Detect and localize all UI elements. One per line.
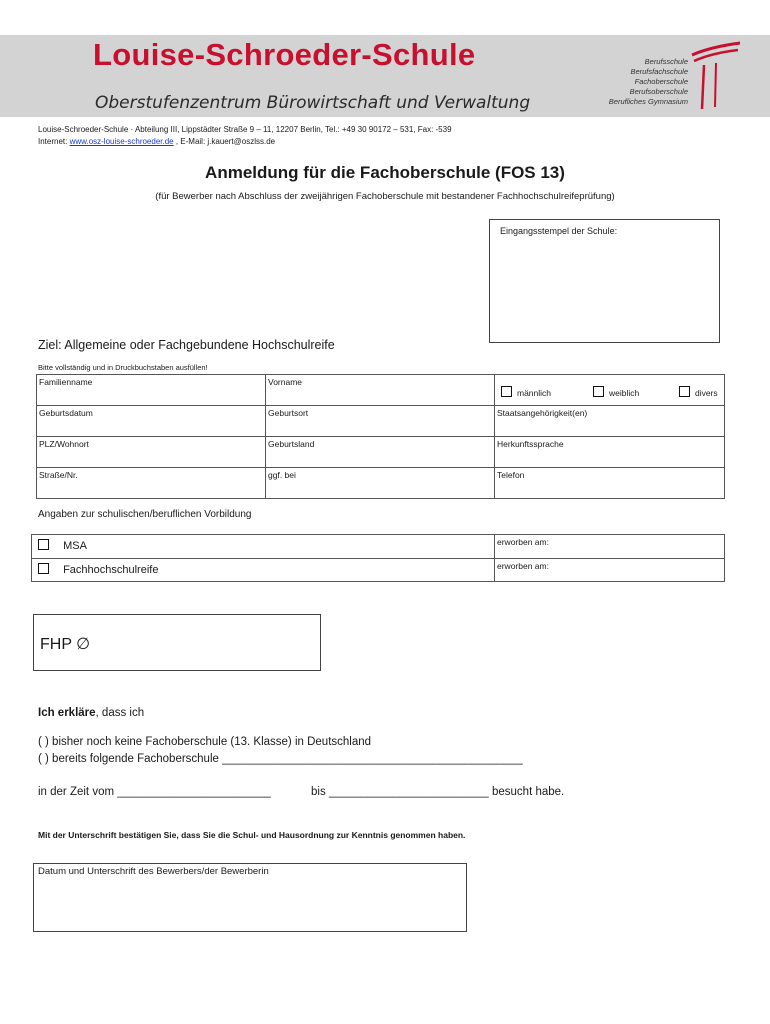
stamp-label: Eingangsstempel der Schule: <box>500 226 618 236</box>
birth-date-field[interactable] <box>36 405 266 437</box>
email-text: , E-Mail: j.kauert@oszlss.de <box>173 137 276 146</box>
family-name-field[interactable] <box>36 374 266 406</box>
confirmation-note: Mit der Unterschrift bestätigen Sie, dass Sie die Schul- und Hausordnung zur Kenntnis genommen haben. <box>38 830 466 840</box>
fhr-date-label: erworben am: <box>497 561 549 571</box>
zip-city-label: PLZ/Wohnort <box>39 439 89 449</box>
native-language-label: Herkunftssprache <box>497 439 564 449</box>
school-type: Berufsschule <box>644 57 688 66</box>
declaration-option-previous[interactable]: ( ) bereits folgende Fachoberschule _______________________________________________ <box>38 753 523 765</box>
contact-line <box>38 136 452 148</box>
internet-label: Internet: <box>38 137 70 146</box>
education-heading: Angaben zur schulischen/beruflichen Vorbildung <box>38 509 252 520</box>
school-stamp-box <box>489 219 720 343</box>
period-from-field[interactable]: in der Zeit vom ________________________ <box>38 786 271 798</box>
signature-label: Datum und Unterschrift des Bewerbers/der Bewerberin <box>38 866 269 877</box>
birth-country-field[interactable] <box>265 436 495 468</box>
school-name: Louise-Schroeder-Schule <box>93 37 476 72</box>
school-types-list <box>596 57 688 107</box>
female-label: weiblich <box>609 388 640 398</box>
form-subtitle: (für Bewerber nach Abschluss der zweijährigen Fachoberschule mit bestandener Fachhochschulreifeprüfung) <box>155 191 615 202</box>
address-line: Louise-Schroeder-Schule · Abteilung III, Lippstädter Straße 9 – 11, 12207 Berlin, Tel.: +49 30 90172 – 531, Fax: -539 <box>38 125 452 134</box>
diverse-checkbox[interactable] <box>679 386 690 397</box>
birth-country-label: Geburtsland <box>268 439 315 449</box>
gender-female-option[interactable] <box>593 386 639 398</box>
msa-checkbox[interactable] <box>38 539 49 550</box>
nationality-field[interactable] <box>494 405 725 437</box>
declaration-intro-rest: , dass ich <box>95 707 145 719</box>
native-language-field[interactable] <box>494 436 725 468</box>
phone-field[interactable] <box>494 467 725 499</box>
declaration-option-none[interactable]: ( ) bisher noch keine Fachoberschule (13. Klasse) in Deutschland <box>38 736 372 748</box>
school-type: Berufsoberschule <box>629 87 688 96</box>
family-name-label: Familienname <box>39 377 93 387</box>
care-of-field[interactable] <box>265 467 495 499</box>
declaration-intro-bold: Ich erkläre <box>38 707 96 719</box>
msa-date-label: erworben am: <box>497 537 549 547</box>
diverse-label: divers <box>695 388 718 398</box>
msa-row[interactable] <box>31 534 495 559</box>
fhr-row[interactable] <box>31 558 495 582</box>
period-to-field[interactable]: bis _________________________ besucht habe. <box>311 786 565 798</box>
fhr-date-field[interactable] <box>494 558 725 582</box>
fhr-label: Fachhochschulreife <box>63 564 159 576</box>
first-name-field[interactable] <box>265 374 495 406</box>
phone-label: Telefon <box>497 470 525 480</box>
school-type: Fachoberschule <box>634 77 688 86</box>
gender-male-option[interactable] <box>501 386 551 398</box>
msa-label: MSA <box>63 540 87 552</box>
female-checkbox[interactable] <box>593 386 604 397</box>
gender-field <box>494 374 725 406</box>
goal-text: Ziel: Allgemeine oder Fachgebundene Hochschulreife <box>38 338 335 352</box>
birth-place-label: Geburtsort <box>268 408 309 418</box>
declaration-intro <box>38 707 144 719</box>
street-field[interactable] <box>36 467 266 499</box>
school-type: Berufsfachschule <box>630 67 688 76</box>
school-subtitle: Oberstufenzentrum Bürowirtschaft und Verwaltung <box>95 93 531 113</box>
first-name-label: Vorname <box>268 377 303 387</box>
fhp-grade-box[interactable] <box>33 614 321 671</box>
care-of-label: ggf. bei <box>268 470 296 480</box>
male-checkbox[interactable] <box>501 386 512 397</box>
zip-city-field[interactable] <box>36 436 266 468</box>
school-type: Berufliches Gymnasium <box>608 97 688 106</box>
msa-date-field[interactable] <box>494 534 725 559</box>
school-address <box>38 124 452 148</box>
fhr-checkbox[interactable] <box>38 563 49 574</box>
letterhead <box>0 35 770 117</box>
school-logo-icon <box>690 41 742 111</box>
website-link[interactable]: www.osz-louise-schroeder.de <box>69 137 174 146</box>
fhp-label: FHP ∅ <box>40 636 91 653</box>
nationality-label: Staatsangehörigkeit(en) <box>497 408 588 418</box>
signature-box[interactable] <box>33 863 467 932</box>
fill-hint: Bitte vollständig und in Druckbuchstaben ausfüllen! <box>38 363 208 372</box>
male-label: männlich <box>517 388 552 398</box>
birth-place-field[interactable] <box>265 405 495 437</box>
street-label: Straße/Nr. <box>39 470 78 480</box>
gender-diverse-option[interactable] <box>679 386 718 398</box>
birth-date-label: Geburtsdatum <box>39 408 93 418</box>
form-title: Anmeldung für die Fachoberschule (FOS 13) <box>205 163 565 182</box>
